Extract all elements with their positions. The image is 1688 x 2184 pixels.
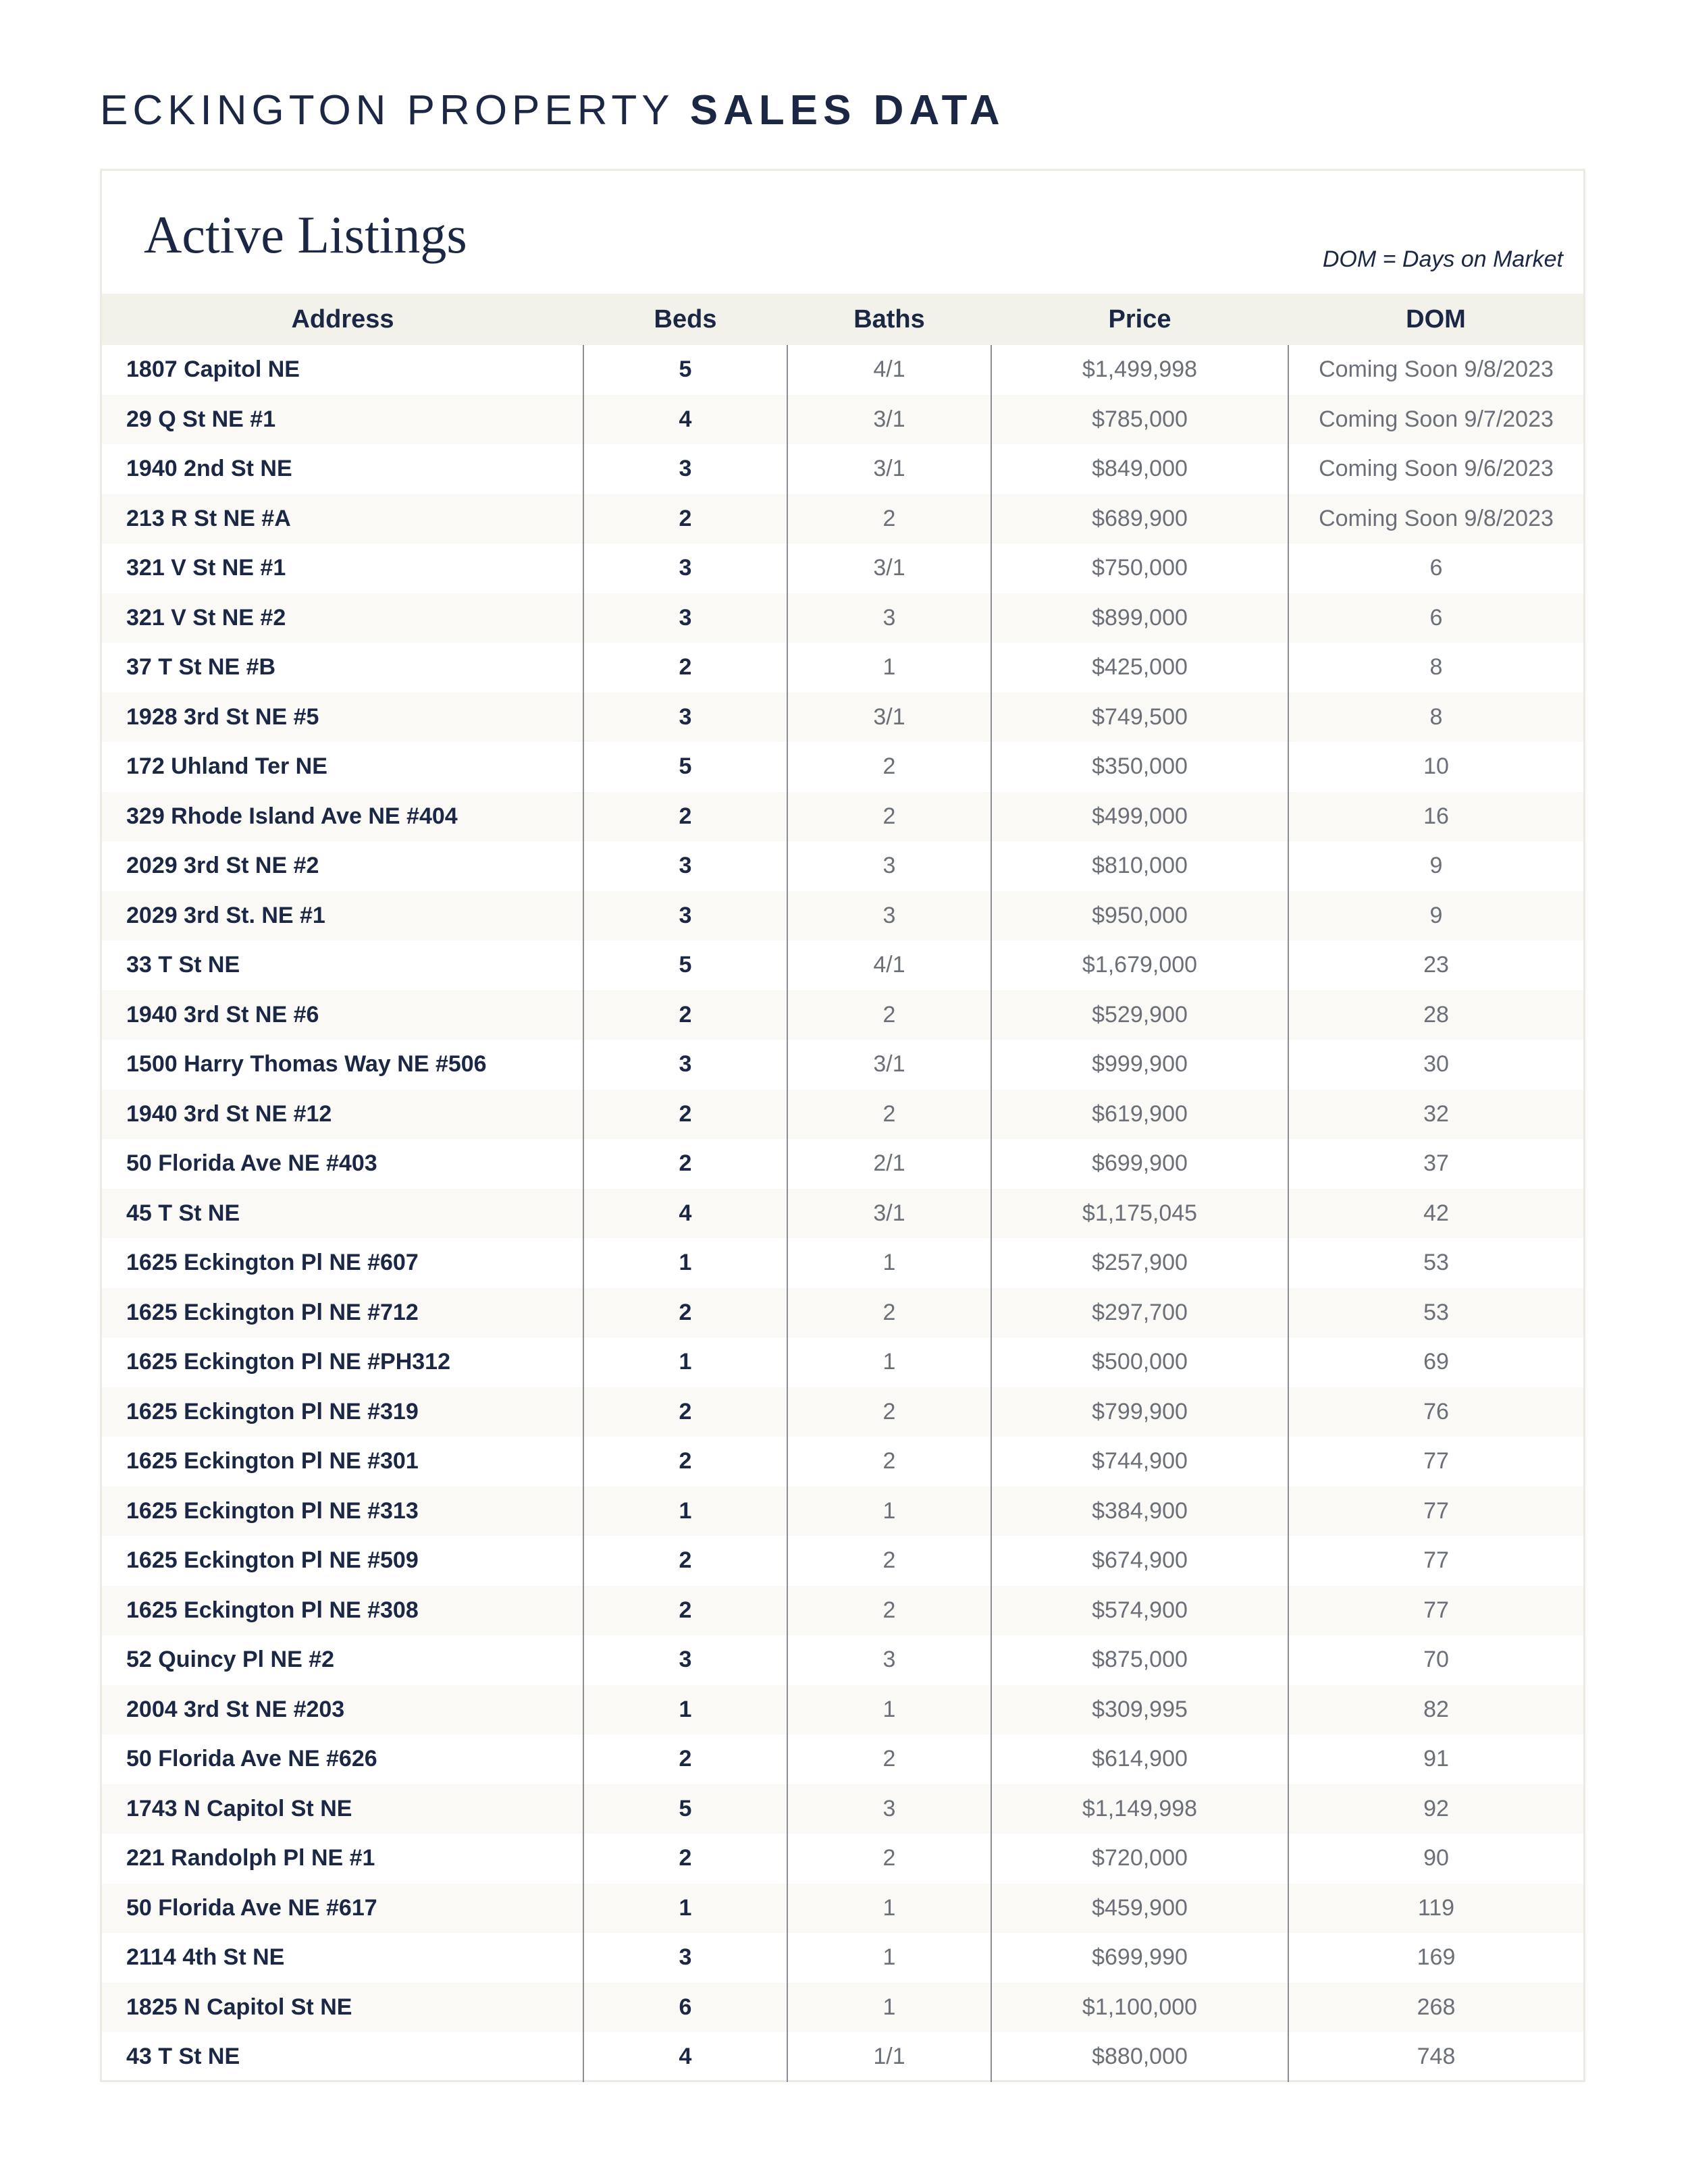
cell-beds: 2 [583, 1139, 787, 1189]
cell-beds: 1 [583, 1238, 787, 1288]
cell-baths: 2 [787, 1734, 991, 1784]
cell-beds: 3 [583, 543, 787, 593]
cell-address: 1625 Eckington Pl NE #313 [102, 1487, 583, 1537]
table-row [102, 1387, 1583, 1437]
cell-beds: 5 [583, 742, 787, 792]
cell-price: $499,000 [991, 792, 1288, 842]
table-row [102, 1238, 1583, 1288]
cell-dom: 76 [1288, 1387, 1583, 1437]
cell-baths: 2 [787, 792, 991, 842]
cell-beds: 4 [583, 395, 787, 445]
cell-baths: 1 [787, 1337, 991, 1387]
cell-address: 50 Florida Ave NE #617 [102, 1884, 583, 1934]
cell-beds: 3 [583, 1933, 787, 1983]
cell-beds: 2 [583, 1288, 787, 1338]
cell-beds: 2 [583, 1387, 787, 1437]
cell-dom: 28 [1288, 990, 1583, 1040]
cell-baths: 1 [787, 1238, 991, 1288]
cell-beds: 2 [583, 792, 787, 842]
cell-price: $699,990 [991, 1933, 1288, 1983]
table-body [102, 345, 1583, 2082]
cell-baths: 2 [787, 494, 991, 544]
cell-price: $384,900 [991, 1487, 1288, 1537]
table-row [102, 1040, 1583, 1090]
cell-baths: 3/1 [787, 395, 991, 445]
cell-baths: 2 [787, 1090, 991, 1140]
cell-baths: 1 [787, 1983, 991, 2033]
cell-beds: 3 [583, 444, 787, 494]
cell-price: $689,900 [991, 494, 1288, 544]
cell-address: 1825 N Capitol St NE [102, 1983, 583, 2033]
cell-beds: 2 [583, 1090, 787, 1140]
table-row [102, 494, 1583, 544]
cell-beds: 3 [583, 593, 787, 643]
cell-baths: 3 [787, 841, 991, 891]
cell-price: $744,900 [991, 1437, 1288, 1487]
table-row [102, 2032, 1583, 2082]
cell-beds: 2 [583, 1834, 787, 1884]
table-row [102, 1635, 1583, 1685]
table-row [102, 1139, 1583, 1189]
cell-baths: 2 [787, 1834, 991, 1884]
table-row [102, 1586, 1583, 1636]
cell-price: $297,700 [991, 1288, 1288, 1338]
table-row [102, 1189, 1583, 1239]
cell-beds: 1 [583, 1337, 787, 1387]
cell-dom: 9 [1288, 841, 1583, 891]
cell-dom: 91 [1288, 1734, 1583, 1784]
cell-address: 172 Uhland Ter NE [126, 753, 327, 780]
table-row [102, 593, 1583, 643]
cell-beds: 2 [583, 1734, 787, 1784]
cell-address: 321 V St NE #1 [126, 555, 286, 581]
cell-price: $749,500 [991, 693, 1288, 743]
column-header-price: Price [991, 294, 1288, 345]
cell-dom: 8 [1288, 693, 1583, 743]
table-row [102, 990, 1583, 1040]
table-row [102, 1487, 1583, 1537]
table-row [102, 792, 1583, 842]
table-row [102, 841, 1583, 891]
cell-dom: 77 [1288, 1437, 1583, 1487]
cell-dom: 53 [1288, 1238, 1583, 1288]
cell-baths: 2/1 [787, 1139, 991, 1189]
dom-legend: DOM = Days on Market [1322, 246, 1563, 272]
cell-beds: 5 [583, 1784, 787, 1834]
cell-dom: 77 [1288, 1536, 1583, 1586]
cell-address: 1743 N Capitol St NE [102, 1784, 583, 1834]
cell-baths: 2 [787, 1536, 991, 1586]
cell-price: $785,000 [991, 395, 1288, 445]
cell-address: 50 Florida Ave NE #626 [126, 1746, 377, 1772]
cell-dom: 42 [1288, 1189, 1583, 1239]
cell-price: $1,499,998 [991, 345, 1288, 395]
cell-address: 1940 2nd St NE [126, 456, 292, 482]
cell-address: 1625 Eckington Pl NE #319 [102, 1387, 583, 1437]
cell-beds: 3 [583, 693, 787, 743]
cell-baths: 3/1 [787, 444, 991, 494]
table-row [102, 693, 1583, 743]
cell-address: 1625 Eckington Pl NE #509 [126, 1547, 419, 1574]
cell-beds: 6 [583, 1983, 787, 2033]
cell-address: 221 Randolph Pl NE #1 [126, 1845, 375, 1871]
cell-price: $619,900 [991, 1090, 1288, 1140]
cell-address: 329 Rhode Island Ave NE #404 [102, 792, 583, 842]
cell-dom: 77 [1288, 1487, 1583, 1537]
column-header-beds: Beds [583, 294, 787, 345]
cell-address: 1940 3rd St NE #6 [102, 990, 583, 1040]
cell-dom: 92 [1288, 1784, 1583, 1834]
cell-address: 1625 Eckington Pl NE #301 [126, 1448, 419, 1474]
cell-baths: 2 [787, 1288, 991, 1338]
cell-baths: 3/1 [787, 543, 991, 593]
cell-address: 1625 Eckington Pl NE #308 [102, 1586, 583, 1636]
cell-baths: 4/1 [787, 345, 991, 395]
cell-address: 1928 3rd St NE #5 [102, 693, 583, 743]
cell-beds: 2 [583, 990, 787, 1040]
cell-baths: 3 [787, 1784, 991, 1834]
cell-address: 33 T St NE [126, 952, 240, 978]
cell-address: 45 T St NE [102, 1189, 583, 1239]
cell-dom: Coming Soon 9/6/2023 [1288, 444, 1583, 494]
table-row [102, 543, 1583, 593]
cell-beds: 1 [583, 1685, 787, 1735]
cell-beds: 3 [583, 1635, 787, 1685]
cell-dom: 77 [1288, 1586, 1583, 1636]
cell-dom: 32 [1288, 1090, 1583, 1140]
cell-price: $257,900 [991, 1238, 1288, 1288]
cell-baths: 3/1 [787, 693, 991, 743]
cell-dom: 10 [1288, 742, 1583, 792]
cell-price: $500,000 [991, 1337, 1288, 1387]
table-row [102, 643, 1583, 693]
cell-baths: 1 [787, 1933, 991, 1983]
cell-baths: 2 [787, 1387, 991, 1437]
cell-dom: 82 [1288, 1685, 1583, 1735]
cell-price: $750,000 [991, 543, 1288, 593]
cell-price: $799,900 [991, 1387, 1288, 1437]
cell-dom: 8 [1288, 643, 1583, 693]
table-row [102, 1288, 1583, 1338]
table-row [102, 1337, 1583, 1387]
cell-dom: 37 [1288, 1139, 1583, 1189]
page-title [100, 86, 1005, 134]
table-row [102, 1437, 1583, 1487]
cell-price: $574,900 [991, 1586, 1288, 1636]
cell-price: $999,900 [991, 1040, 1288, 1090]
cell-beds: 5 [583, 940, 787, 990]
cell-beds: 3 [583, 841, 787, 891]
cell-address: 2004 3rd St NE #203 [102, 1685, 583, 1735]
cell-address: 2029 3rd St. NE #1 [102, 891, 583, 941]
table-header-row [102, 294, 1583, 345]
column-header-baths: Baths [787, 294, 991, 345]
table-row [102, 345, 1583, 395]
cell-price: $880,000 [991, 2032, 1288, 2082]
cell-baths: 1/1 [787, 2032, 991, 2082]
cell-address: 1625 Eckington Pl NE #PH312 [126, 1349, 450, 1375]
cell-address: 1625 Eckington Pl NE #607 [126, 1250, 419, 1276]
cell-price: $674,900 [991, 1536, 1288, 1586]
cell-baths: 2 [787, 1586, 991, 1636]
cell-baths: 4/1 [787, 940, 991, 990]
cell-baths: 2 [787, 990, 991, 1040]
cell-dom: 53 [1288, 1288, 1583, 1338]
table-row [102, 395, 1583, 445]
cell-address: 1625 Eckington Pl NE #712 [102, 1288, 583, 1338]
table-row [102, 1983, 1583, 2033]
table-row [102, 1536, 1583, 1586]
cell-dom: 748 [1288, 2032, 1583, 2082]
table-row [102, 444, 1583, 494]
cell-dom: 9 [1288, 891, 1583, 941]
cell-beds: 4 [583, 2032, 787, 2082]
cell-address: 2029 3rd St NE #2 [126, 853, 319, 879]
cell-baths: 2 [787, 742, 991, 792]
cell-beds: 2 [583, 1437, 787, 1487]
cell-dom: 30 [1288, 1040, 1583, 1090]
cell-dom: Coming Soon 9/8/2023 [1288, 494, 1583, 544]
cell-beds: 1 [583, 1884, 787, 1934]
cell-price: $720,000 [991, 1834, 1288, 1884]
cell-baths: 1 [787, 1487, 991, 1537]
cell-dom: 119 [1288, 1884, 1583, 1934]
cell-baths: 1 [787, 1884, 991, 1934]
cell-dom: Coming Soon 9/7/2023 [1288, 395, 1583, 445]
cell-baths: 3 [787, 891, 991, 941]
cell-dom: Coming Soon 9/8/2023 [1288, 345, 1583, 395]
cell-beds: 2 [583, 1536, 787, 1586]
cell-beds: 4 [583, 1189, 787, 1239]
table-row [102, 1884, 1583, 1934]
column-header-dom: DOM [1288, 294, 1583, 345]
cell-baths: 3/1 [787, 1040, 991, 1090]
cell-price: $950,000 [991, 891, 1288, 941]
cell-address: 52 Quincy Pl NE #2 [126, 1647, 335, 1673]
cell-price: $529,900 [991, 990, 1288, 1040]
cell-baths: 1 [787, 1685, 991, 1735]
cell-dom: 6 [1288, 593, 1583, 643]
table-row [102, 1834, 1583, 1884]
cell-address: 50 Florida Ave NE #403 [126, 1150, 377, 1177]
cell-address: 37 T St NE #B [126, 654, 276, 681]
cell-price: $614,900 [991, 1734, 1288, 1784]
page-title-light: ECKINGTON PROPERTY [100, 87, 674, 134]
cell-baths: 3/1 [787, 1189, 991, 1239]
cell-price: $1,679,000 [991, 940, 1288, 990]
cell-price: $849,000 [991, 444, 1288, 494]
cell-price: $810,000 [991, 841, 1288, 891]
cell-address: 2114 4th St NE [126, 1944, 285, 1971]
cell-price: $350,000 [991, 742, 1288, 792]
cell-address: 43 T St NE [126, 2044, 240, 2070]
cell-beds: 2 [583, 494, 787, 544]
cell-price: $1,175,045 [991, 1189, 1288, 1239]
table-row [102, 1090, 1583, 1140]
cell-beds: 5 [583, 345, 787, 395]
cell-baths: 3 [787, 1635, 991, 1685]
cell-dom: 70 [1288, 1635, 1583, 1685]
cell-price: $875,000 [991, 1635, 1288, 1685]
cell-dom: 6 [1288, 543, 1583, 593]
cell-price: $1,149,998 [991, 1784, 1288, 1834]
cell-address: 1940 3rd St NE #12 [102, 1090, 583, 1140]
cell-baths: 3 [787, 593, 991, 643]
cell-beds: 2 [583, 1586, 787, 1636]
cell-dom: 268 [1288, 1983, 1583, 2033]
cell-address: 321 V St NE #2 [102, 593, 583, 643]
cell-address: 1500 Harry Thomas Way NE #506 [126, 1051, 487, 1077]
table-row [102, 1685, 1583, 1735]
cell-address: 213 R St NE #A [102, 494, 583, 544]
cell-price: $899,000 [991, 593, 1288, 643]
table-row [102, 1734, 1583, 1784]
column-header-address: Address [102, 294, 583, 345]
cell-price: $459,900 [991, 1884, 1288, 1934]
cell-beds: 3 [583, 891, 787, 941]
cell-dom: 90 [1288, 1834, 1583, 1884]
table-row [102, 742, 1583, 792]
table-row [102, 1784, 1583, 1834]
cell-beds: 1 [583, 1487, 787, 1537]
cell-address: 1807 Capitol NE [126, 356, 300, 383]
cell-dom: 69 [1288, 1337, 1583, 1387]
cell-price: $699,900 [991, 1139, 1288, 1189]
cell-baths: 1 [787, 643, 991, 693]
table-row [102, 1933, 1583, 1983]
cell-price: $1,100,000 [991, 1983, 1288, 2033]
section-title: Active Listings [144, 205, 467, 264]
cell-baths: 2 [787, 1437, 991, 1487]
listings-card [100, 169, 1585, 2082]
cell-beds: 2 [583, 643, 787, 693]
cell-dom: 16 [1288, 792, 1583, 842]
cell-price: $309,995 [991, 1685, 1288, 1735]
cell-beds: 3 [583, 1040, 787, 1090]
page-title-bold: SALES DATA [689, 87, 1005, 134]
cell-address: 29 Q St NE #1 [102, 395, 583, 445]
listings-table [102, 294, 1583, 2082]
cell-price: $425,000 [991, 643, 1288, 693]
cell-dom: 23 [1288, 940, 1583, 990]
cell-dom: 169 [1288, 1933, 1583, 1983]
table-row [102, 940, 1583, 990]
table-row [102, 891, 1583, 941]
